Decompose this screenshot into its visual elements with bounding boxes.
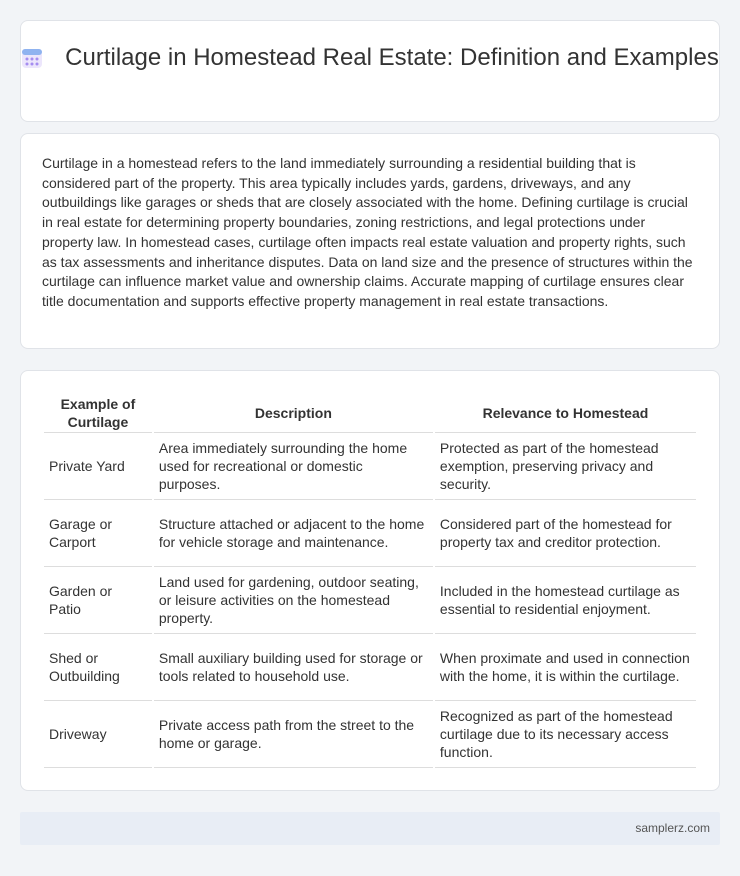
table-row [44,500,696,567]
table-card [20,370,720,791]
calendar-icon [21,47,43,77]
page-title [21,43,719,77]
column-header-example: Example of Curtilage [44,393,152,433]
title-card [20,20,720,122]
intro-card [20,133,720,349]
table-cell-relevance: Considered part of the homestead for property tax and creditor protection. [435,500,696,567]
table-cell-example: Garden or Patio [44,567,152,634]
table-row [44,567,696,634]
table-row [44,634,696,701]
table-cell-example: Private Yard [44,433,152,500]
table-cell-description: Land used for gardening, outdoor seating, or leisure activities on the homestead property. [154,567,433,634]
table-cell-example: Garage or Carport [44,500,152,567]
table-cell-description: Structure attached or adjacent to the home for vehicle storage and maintenance. [154,500,433,567]
column-header-description: Description [154,393,433,433]
table-row [44,701,696,768]
column-header-relevance: Relevance to Homestead [435,393,696,433]
table-row [44,433,696,500]
table-cell-description: Private access path from the street to the home or garage. [154,701,433,768]
footer-brand-link[interactable]: samplerz.com [635,821,710,835]
table-cell-relevance: Recognized as part of the homestead curtilage due to its necessary access function. [435,701,696,768]
footer-bar [20,812,720,845]
intro-paragraph: Curtilage in a homestead refers to the land immediately surrounding a residential building that is considered part of the property. This area typically includes yards, gardens, driveways, and any outbuildings like garages or sheds that are closely associated with the home. Defining curtilage is crucial in real estate for determining property boundaries, zoning restrictions, and legal protections under property law. In homestead cases, curtilage often impacts real estate valuation and property rights, such as tax assessments and inheritance disputes. Data on land size and the presence of structures within the curtilage can influence market value and ownership claims. Accurate mapping of curtilage ensures clear title documentation and supports effective property management in real estate transactions. [42,155,693,309]
table-header-row [44,393,696,433]
table-cell-relevance: Protected as part of the homestead exemption, preserving privacy and security. [435,433,696,500]
page-title-text: Curtilage in Homestead Real Estate: Definition and Examples [65,44,719,71]
table-cell-description: Area immediately surrounding the home used for recreational or domestic purposes. [154,433,433,500]
table-cell-example: Shed or Outbuilding [44,634,152,701]
table-cell-relevance: Included in the homestead curtilage as essential to residential enjoyment. [435,567,696,634]
table-cell-description: Small auxiliary building used for storage or tools related to household use. [154,634,433,701]
curtilage-table [42,393,698,768]
table-cell-relevance: When proximate and used in connection with the home, it is within the curtilage. [435,634,696,701]
table-cell-example: Driveway [44,701,152,768]
